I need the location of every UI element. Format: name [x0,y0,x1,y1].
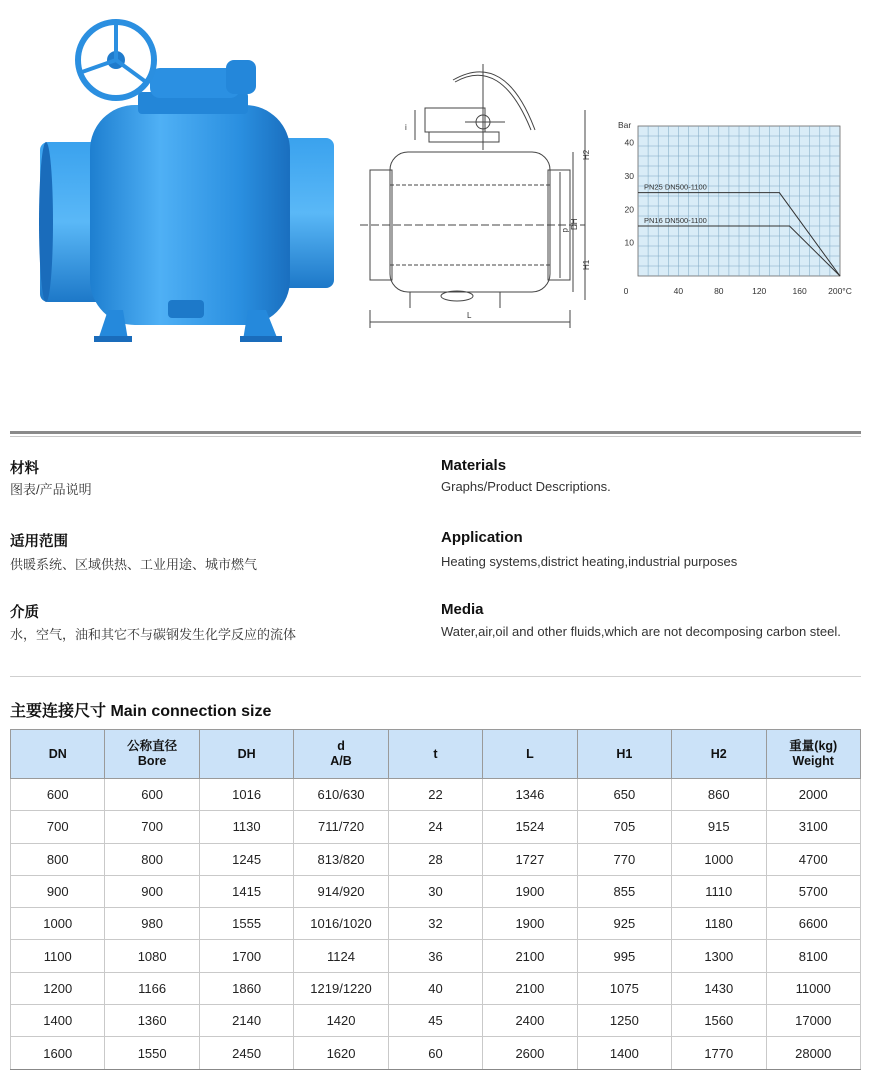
table-header-cell [199,730,293,779]
table-cell: 995 [577,940,671,972]
table-cell: 1100 [11,940,105,972]
table-cell: 4700 [766,843,861,875]
table-cell: 1130 [199,811,293,843]
application-cn-text: 供暖系统、区域供热、工业用途、城市燃气 [10,557,258,572]
table-cell: 610/630 [294,779,388,811]
table-cell: 800 [11,843,105,875]
table-cell: 700 [11,811,105,843]
table-header-cell [11,730,105,779]
materials-en-text: Graphs/Product Descriptions. [441,479,611,494]
application-en-text: Heating systems,district heating,industrial purposes [441,554,738,569]
table-cell: 1346 [483,779,577,811]
table-header-text: L [526,746,534,761]
table-row [11,972,861,1004]
table-cell: 1900 [483,875,577,907]
table-header-text: d [337,739,345,753]
table-cell: 2100 [483,972,577,1004]
table-cell: 40 [388,972,482,1004]
table-header-text: DN [48,746,67,761]
table-cell: 980 [105,908,199,940]
chart-x-tick-label: 80 [714,286,724,296]
table-cell: 1166 [105,972,199,1004]
chart-series-label: PN16 DN500-1100 [644,216,707,225]
table-cell: 2400 [483,1005,577,1037]
section-divider-thick [10,431,861,434]
table-cell: 1860 [199,972,293,1004]
dim-l-label: L [467,311,472,320]
table-cell: 60 [388,1037,482,1069]
media-en-title: Media [441,601,484,618]
table-header-text: DH [237,746,256,761]
dim-h1-label: H1 [582,259,591,270]
chart-y-tick-label: 40 [624,137,634,148]
table-cell: 1250 [577,1005,671,1037]
table-cell: 1016/1020 [294,908,388,940]
table-cell: 1219/1220 [294,972,388,1004]
table-cell: 1415 [199,875,293,907]
table-cell: 1560 [672,1005,766,1037]
table-cell: 2450 [199,1037,293,1069]
table-header-cell [483,730,577,779]
table-row [11,1005,861,1037]
table-cell: 1400 [11,1005,105,1037]
pressure-temperature-chart [614,114,864,300]
table-cell: 36 [388,940,482,972]
table-title: 主要连接尺寸 Main connection size [10,703,272,720]
chart-y-tick-label: 20 [624,204,634,215]
table-header-cell [105,730,199,779]
table-header-text: A/B [330,754,352,768]
table-cell: 1360 [105,1005,199,1037]
valve-dimension-drawing [355,60,605,330]
table-cell: 5700 [766,875,861,907]
table-cell: 600 [105,779,199,811]
table-row [11,940,861,972]
table-row [11,843,861,875]
table-cell: 650 [577,779,671,811]
table-cell: 1900 [483,908,577,940]
media-cn-text: 水，空气，油和其它不与碳钢发生化学反应的流体 [10,627,297,642]
table-header-cell [294,730,388,779]
table-cell: 813/820 [294,843,388,875]
table-cell: 900 [11,875,105,907]
dim-dh-label: DH [570,218,579,230]
table-cell: 800 [105,843,199,875]
chart-x-tick-label: 40 [673,286,684,296]
table-cell: 1727 [483,843,577,875]
table-cell: 1700 [199,940,293,972]
table-header-text: Weight [792,754,834,768]
section-divider-thin [10,436,861,437]
table-cell: 2000 [766,779,861,811]
table-cell: 1016 [199,779,293,811]
table-header-cell [388,730,482,779]
table-cell: 711/720 [294,811,388,843]
table-cell: 1400 [577,1037,671,1069]
table-cell: 1600 [11,1037,105,1069]
table-cell: 1555 [199,908,293,940]
table-cell: 1124 [294,940,388,972]
table-cell: 28 [388,843,482,875]
table-header-cell [766,730,861,779]
chart-y-axis-label: Bar [618,120,632,130]
table-cell: 1000 [11,908,105,940]
table-header-cell [672,730,766,779]
table-cell: 45 [388,1005,482,1037]
valve-product-photo [38,10,338,350]
table-header-text: 公称直径 [127,739,178,753]
table-cell: 1430 [672,972,766,1004]
table-cell: 1180 [672,908,766,940]
materials-cn-title: 材料 [10,461,39,477]
table-cell: 705 [577,811,671,843]
media-en-text: Water,air,oil and other fluids,which are not decomposing carbon steel. [441,624,841,639]
chart-x-tick-label: 200°C [828,286,852,296]
table-row [11,779,861,811]
table-cell: 925 [577,908,671,940]
table-cell: 2100 [483,940,577,972]
table-cell: 3100 [766,811,861,843]
section-divider-lower [10,676,861,677]
table-cell: 8100 [766,940,861,972]
materials-cn-text: 图表/产品说明 [10,482,92,497]
dim-h2-label: H2 [582,149,591,160]
media-cn-title: 介质 [10,605,39,621]
table-cell: 1300 [672,940,766,972]
chart-x-tick-label: 0 [623,286,629,296]
application-cn-title: 适用范围 [10,534,68,550]
table-cell: 915 [672,811,766,843]
table-cell: 2600 [483,1037,577,1069]
table-cell: 1000 [672,843,766,875]
table-cell: 22 [388,779,482,811]
table-header-text: H2 [710,746,727,761]
table-cell: 914/920 [294,875,388,907]
chart-y-tick-label: 10 [624,237,634,248]
table-header-text: t [433,746,438,761]
connection-size-table [10,729,861,1070]
table-header-text: H1 [616,746,633,761]
table-row [11,908,861,940]
table-header-row [11,730,861,779]
materials-en-title: Materials [441,457,507,474]
table-header-cell [577,730,671,779]
chart-series-label: PN25 DN500-1100 [644,182,707,192]
chart-y-tick-label: 30 [624,171,634,181]
table-header-text: 重量(kg) [789,739,838,753]
table-cell: 1420 [294,1005,388,1037]
table-cell: 2140 [199,1005,293,1037]
table-row [11,1037,861,1069]
table-cell: 900 [105,875,199,907]
table-cell: 700 [105,811,199,843]
table-cell: 1620 [294,1037,388,1069]
table-cell: 32 [388,908,482,940]
table-row [11,875,861,907]
table-cell: 1770 [672,1037,766,1069]
table-cell: 855 [577,875,671,907]
table-cell: 1200 [11,972,105,1004]
chart-x-tick-label: 120 [752,286,767,296]
table-cell: 770 [577,843,671,875]
dim-d-label: d [561,228,570,233]
table-cell: 17000 [766,1005,861,1037]
table-header-text: Bore [137,754,167,768]
table-cell: 11000 [766,972,861,1004]
table-cell: 28000 [766,1037,861,1069]
table-cell: 1245 [199,843,293,875]
table-cell: 1110 [672,875,766,907]
chart-x-tick-label: 160 [792,286,807,296]
table-cell: 1080 [105,940,199,972]
table-cell: 1550 [105,1037,199,1069]
table-cell: 30 [388,875,482,907]
table-cell: 860 [672,779,766,811]
application-en-title: Application [441,529,523,546]
table-cell: 1524 [483,811,577,843]
table-cell: 1075 [577,972,671,1004]
table-cell: 24 [388,811,482,843]
table-cell: 600 [11,779,105,811]
table-cell: 6600 [766,908,861,940]
dim-i-label: i [405,123,407,132]
table-row [11,811,861,843]
